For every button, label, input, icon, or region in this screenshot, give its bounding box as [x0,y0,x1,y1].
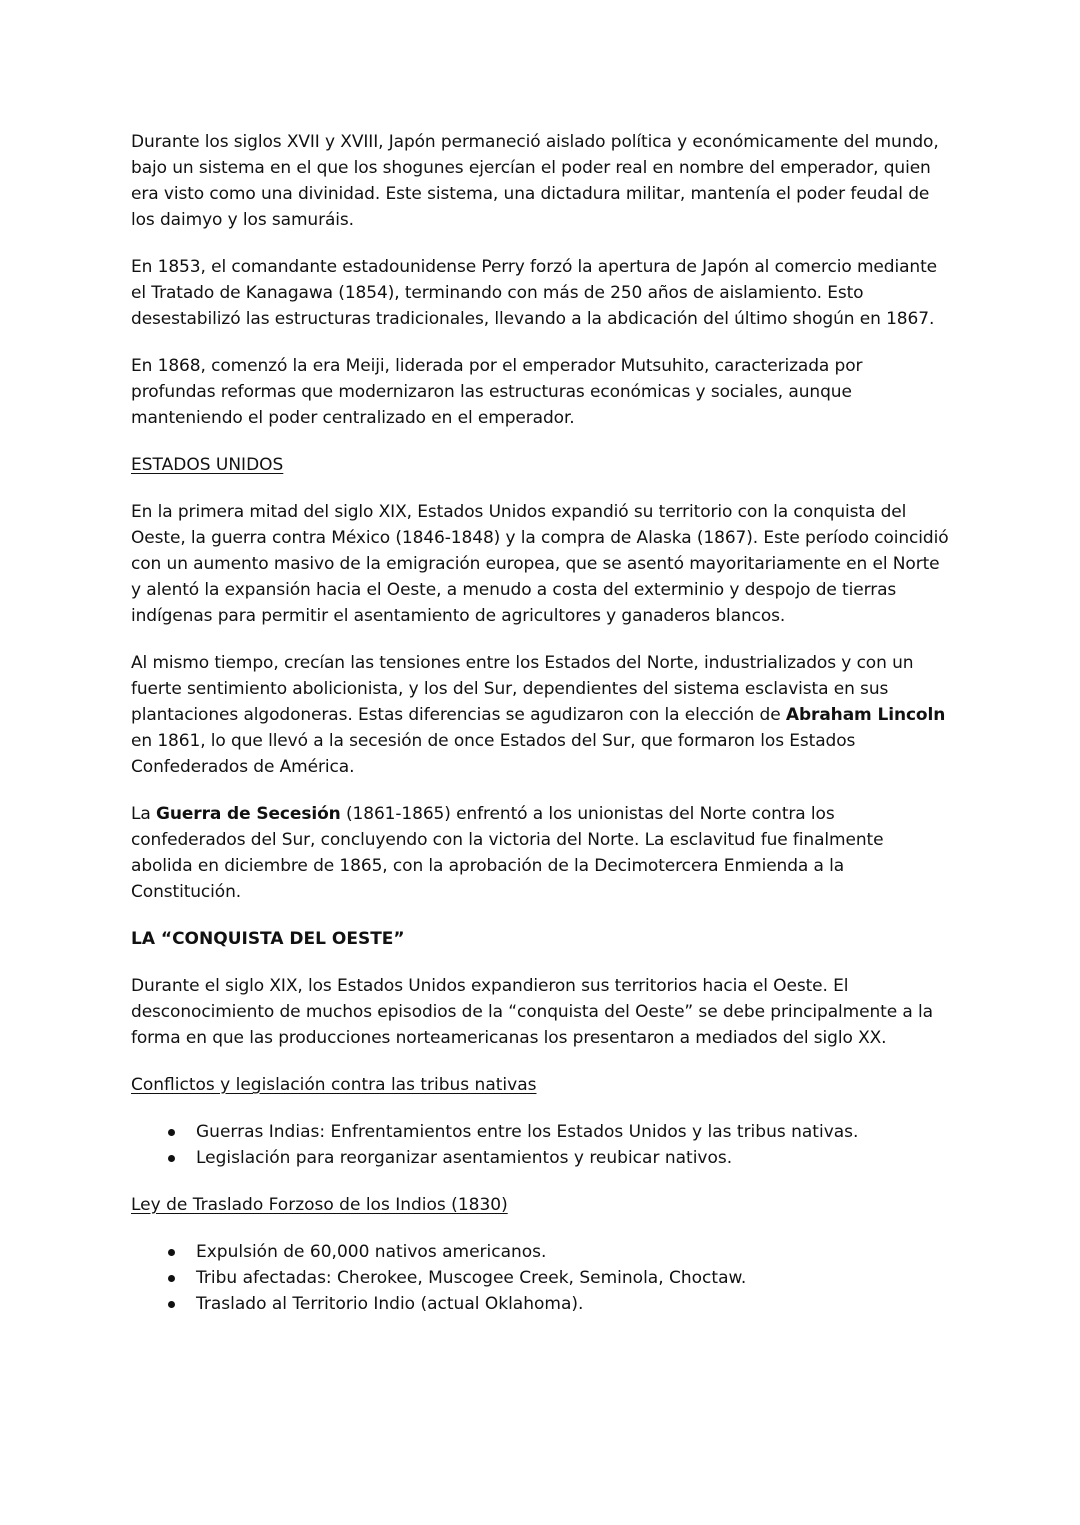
usa-heading: ESTADOS UNIDOS [131,455,284,475]
removal-act-subheading: Ley de Traslado Forzoso de los Indios (1830) [131,1195,508,1215]
list-item: Tribu afectadas: Cherokee, Muscogee Creek, Seminola, Choctaw. [196,1265,949,1291]
document-page [131,129,949,1338]
japan-paragraph-3: En 1868, comenzó la era Meiji, liderada por el emperador Mutsuhito, caracterizada por profundas reformas que modernizaron las estructuras económicas y sociales, aunque manteniendo el poder centralizado en el emperador. [131,356,863,428]
abraham-lincoln-bold: Abraham Lincoln [785,705,946,725]
usa-paragraph-3-text-a: La [131,804,156,824]
japan-paragraph-2: En 1853, el comandante estadounidense Perry forzó la apertura de Japón al comercio mediante el Tratado de Kanagawa (1854), terminando con más de 250 años de aislamiento. Esto desestabilizó las estructuras tradicionales, llevando a la abdicación del último shogún en 1867. [131,257,938,329]
west-heading: LA “CONQUISTA DEL OESTE” [131,929,405,949]
list-item: Traslado al Territorio Indio (actual Oklahoma). [196,1291,949,1317]
usa-paragraph-2 [131,650,949,780]
usa-paragraph-3-text-b: (1861-1865) enfrentó a los unionistas del Norte contra los confederados del Sur, concluyendo con la victoria del Norte. La esclavitud fue finalmente abolida en diciembre de 1865, con la aprobación de la Decimotercera Enmienda a la Constitución. [131,804,884,902]
usa-paragraph-2-text-a: Al mismo tiempo, crecían las tensiones entre los Estados del Norte, industrializados y con un fuerte sentimiento abolicionista, y los del Sur, dependientes del sistema esclavista en sus plantaciones algodoneras. Estas diferencias se agudizaron con la elección de [131,653,914,725]
west-paragraph-1: Durante el siglo XIX, los Estados Unidos expandieron sus territorios hacia el Oeste. El desconocimiento de muchos episodios de la “conquista del Oeste” se debe principalmente a la forma en que las producciones norteamericanas los presentaron a mediados del siglo XX. [131,976,933,1048]
list-item: Legislación para reorganizar asentamientos y reubicar nativos. [196,1145,949,1171]
usa-paragraph-2-text-b: en 1861, lo que llevó a la secesión de once Estados del Sur, que formaron los Estados Confederados de América. [131,731,856,777]
japan-paragraph-1: Durante los siglos XVII y XVIII, Japón permaneció aislado política y económicamente del mundo, bajo un sistema en el que los shogunes ejercían el poder real en nombre del emperador, quien era visto como una divinidad. Este sistema, una dictadura militar, mantenía el poder feudal de los daimyo y los samuráis. [131,132,939,230]
usa-paragraph-1: En la primera mitad del siglo XIX, Estados Unidos expandió su territorio con la conquista del Oeste, la guerra contra México (1846-1848) y la compra de Alaska (1867). Este período coincidió con un aumento masivo de la emigración europea, que se asentó mayoritariamente en el Norte y alentó la expansión hacia el Oeste, a menudo a costa del exterminio y despojo de tierras indígenas para permitir el asentamiento de agricultores y ganaderos blancos. [131,502,949,626]
usa-paragraph-3 [131,801,949,905]
list-item: Expulsión de 60,000 nativos americanos. [196,1239,949,1265]
list-item: Guerras Indias: Enfrentamientos entre los Estados Unidos y las tribus nativas. [196,1119,949,1145]
removal-act-list [131,1239,949,1317]
conflicts-list [131,1119,949,1171]
conflicts-subheading: Conflictos y legislación contra las tribus nativas [131,1075,537,1095]
guerra-secesion-bold: Guerra de Secesión [156,804,341,824]
